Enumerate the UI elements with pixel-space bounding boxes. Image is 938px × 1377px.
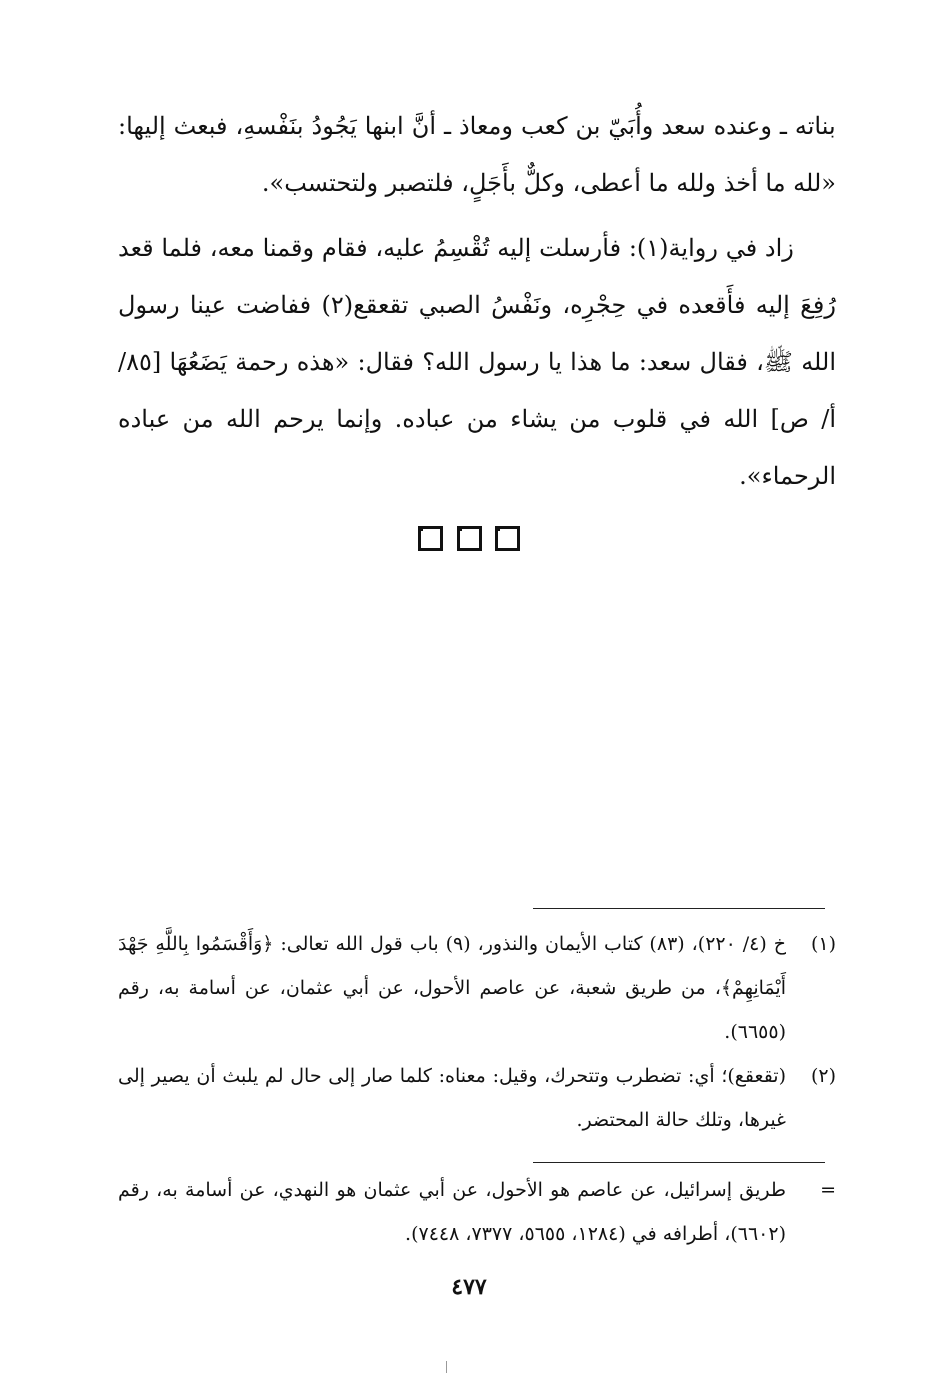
footnote-line: يصير إلى غيرها، وتلك حالة المحتضر. [118,1065,786,1131]
footnote-continuation [118,1168,836,1256]
scan-mark [446,1361,447,1373]
continuation-marker: = [820,1179,836,1201]
paragraph-2 [118,220,836,505]
continuation-note [118,1168,836,1256]
paragraph-2-line-1: زاد في رواية(١): فأرسلت إليه تُقْسِمُ عليه، فقام وقمنا معه، فلما قعد [118,234,794,262]
paragraph-2-line-2: رُفِعَ إليه فأَقعده في حِجْرِه، ونَفْسُ الصبي تقعقع(٢) ففاضت عينا رسول الله ﷺ، [118,291,836,376]
footnote-text [118,1054,786,1142]
footnote-line: بِاللَّهِ جَهْدَ أَيْمَانِهِمْ﴾، من طريق شعبة، عن عاصم الأحول، عن أبي عثمان، عن أسامة [118,933,786,999]
ornament-square-icon [418,526,443,551]
continuation-text [118,1168,786,1256]
footnotes [118,922,836,1142]
continuation-line: به، رقم (٦٦٠٢)، أطرافه في (١٢٨٤، ٥٦٥٥، ٧٣٧٧، ٧٤٤٨). [118,1179,786,1245]
footnote-number: (٢) [810,1065,836,1087]
footnote-text [118,922,786,1054]
section-divider-ornament [0,526,938,551]
paragraph-1-line-1: بناته ـ وعنده سعد وأُبَيّ بن كعب ومعاذ ـ أنَّ ابنها يَجُودُ بنَفْسهِ، فبعث إليها: [118,112,836,140]
footnote-separator [533,908,825,909]
main-text [118,98,836,505]
footnote-number: (١) [810,933,836,955]
ornament-square-icon [457,526,482,551]
footnote-line: به، رقم (٦٦٥٥). [118,977,786,1043]
footnote-line: (تقعقع)؛ أي: تضطرب وتتحرك، وقيل: معناه: كلما صار إلى حال لم يلبث أن [189,1065,787,1087]
page-number: ٤٧٧ [451,1274,487,1300]
paragraph-1-line-2: «لله ما أخذ ولله ما أعطى، وكلٌّ بأَجَلٍ، فلتصبر ولتحتسب». [261,169,836,197]
ornament-square-icon [495,526,520,551]
paragraph-1 [118,98,836,212]
footnote-line: خ (٤/ ٢٢٠)، (٨٣) كتاب الأيمان والنذور، (٩) باب قول الله تعالى: ﴿وَأَقْسَمُوا [188,933,787,955]
paragraph-2-line-4: في قلوب من يشاء من عباده. وإنما يرحم الله من عباده الرحماء». [118,405,836,490]
continuation-separator [533,1162,825,1163]
continuation-line: طريق إسرائيل، عن عاصم هو الأحول، عن أبي عثمان هو النهدي، عن أسامة [177,1179,786,1201]
footnote-2 [118,1054,836,1142]
paragraph-2-line-3: فقال سعد: ما هذا يا رسول الله؟ فقال: «هذه رحمة يَضَعُهَا [٨٥/ أ/ ص] الله [118,348,836,433]
footnote-1 [118,922,836,1054]
